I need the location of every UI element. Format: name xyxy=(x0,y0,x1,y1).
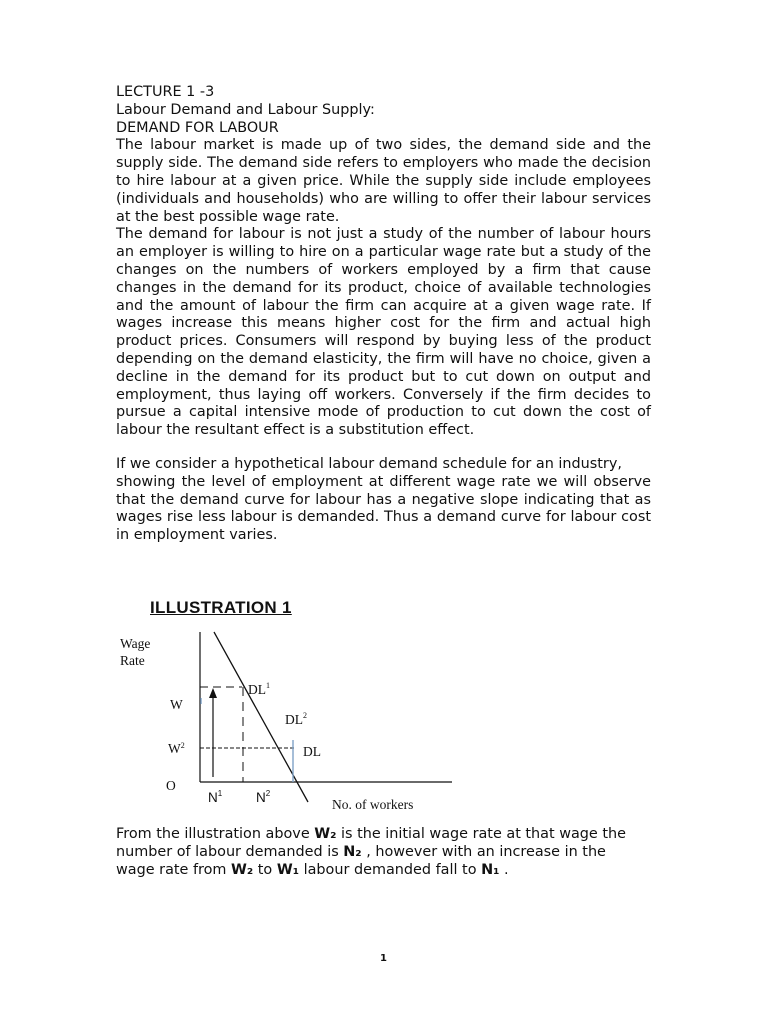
n1-label: $N^1$ xyxy=(208,789,223,805)
dl-label: DL xyxy=(303,744,321,759)
illustration-title: ILLUSTRATION 1 xyxy=(150,598,292,617)
paragraph-schedule-intro: If we consider a hypothetical labour demand schedule for an industry, xyxy=(116,455,622,472)
dl2-label: $DL^2$ xyxy=(285,711,307,727)
dl1-label: $DL^1$ xyxy=(248,681,270,697)
paragraph-demand-for-labour: The demand for labour is not just a study of the number of labour hours an employer is willing to hire on a particular wage rate but a study of the changes on the numbers of workers employed by a firm that cause changes in the demand for its product, choice of available technologies and the amount of labour the firm can acquire at a given wage rate. If wages increase this means higher cost for the firm and actual high product prices. Consumers will respond by buying less of the product depending on the demand elasticity, the firm will have no choice, given a decline in the demand for its product but to cut down on output and employment, thus laying off workers. Conversely if the firm decides to pursue a capital intensive mode of production to cut down the cost of labour the resultant effect is a substitution effect. xyxy=(116,226,651,439)
page-number: 1 xyxy=(380,953,387,964)
conclusion-paragraph xyxy=(116,826,651,879)
w1-label: W xyxy=(170,697,183,712)
increase-arrow-head xyxy=(209,688,217,698)
w2-label: $W^2$ xyxy=(168,741,185,756)
y-axis-label-line2: Rate xyxy=(120,653,145,668)
conclusion-line-1: From the illustration above W₂ is the initial wage rate at that wage the xyxy=(116,826,626,842)
paragraph-labour-market: The labour market is made up of two sides, the demand side and the supply side. The demand side refers to employers who made the decision to hire labour at a given price. While the supply side include employees (individuals and households) who are willing to offer their labour services at the best possible wage rate. xyxy=(116,137,651,225)
y-axis-label-line1: Wage xyxy=(120,636,151,651)
conclusion-line-2: number of labour demanded is N₂ , however with an increase in the xyxy=(116,843,606,860)
section-heading: DEMAND FOR LABOUR xyxy=(116,119,279,136)
x-axis-label: No. of workers xyxy=(332,797,414,812)
labour-demand-diagram xyxy=(110,630,470,820)
document-body xyxy=(116,84,651,545)
paragraph-schedule-detail: showing the level of employment at different wage rate we will observe that the demand curve for labour has a negative slope indicating that as wages rise less labour is demanded. Thus a demand curve for labour cost in employment varies. xyxy=(116,473,651,544)
lecture-subtitle: Labour Demand and Labour Supply: xyxy=(116,101,375,118)
origin-label: O xyxy=(166,778,176,793)
n2-label: $N^2$ xyxy=(256,789,271,805)
lecture-number: LECTURE 1 -3 xyxy=(116,84,215,100)
conclusion-line-3: wage rate from W₂ to W₁ labour demanded fall to N₁ . xyxy=(116,861,509,878)
